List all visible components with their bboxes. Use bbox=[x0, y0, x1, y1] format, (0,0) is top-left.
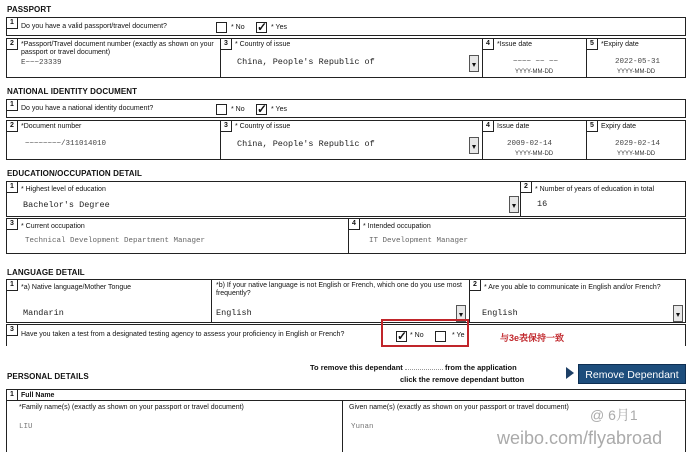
current-occupation-label: * Current occupation bbox=[21, 223, 85, 230]
given-name-label: Given name(s) (exactly as shown on your passport or travel document) bbox=[349, 404, 569, 411]
passport-country-select[interactable]: China, People's Republic of bbox=[237, 57, 375, 67]
national-id-row-1 bbox=[6, 99, 686, 118]
frequent-language-label: *b) If your native language is not English or French, which one do you use most frequently? bbox=[216, 282, 462, 297]
education-years-input[interactable]: 16 bbox=[537, 199, 548, 209]
annotation-highlight-box bbox=[381, 319, 469, 347]
passport-number-label: *Passport/Travel document number (exactly as shown on your passport or travel document) bbox=[21, 41, 214, 56]
field-number: 1 bbox=[7, 100, 18, 111]
passport-issue-input[interactable]: ~~~~ ~~ ~~ bbox=[513, 58, 559, 66]
passport-row-1 bbox=[6, 17, 686, 36]
passport-row-2 bbox=[6, 38, 686, 78]
national-id-country-label: * Country of issue bbox=[235, 123, 291, 130]
passport-section-title: PASSPORT bbox=[7, 5, 52, 14]
native-language-select[interactable]: Mandarin bbox=[23, 308, 64, 318]
education-level-dropdown-icon[interactable] bbox=[509, 196, 519, 213]
language-test-no-label: * No bbox=[410, 332, 424, 339]
field-number: 2 bbox=[7, 121, 18, 132]
communicate-label: * Are you able to communicate in English and/or French? bbox=[484, 284, 661, 291]
national-id-country-select[interactable]: China, People's Republic of bbox=[237, 139, 375, 149]
passport-country-label: * Country of issue bbox=[235, 41, 291, 48]
national-id-question: Do you have a national identity document? bbox=[21, 105, 154, 112]
watermark-bottom: weibo.com/flyabroad bbox=[497, 428, 663, 448]
given-name-input[interactable]: Yunan bbox=[351, 423, 374, 431]
intended-occupation-label: * Intended occupation bbox=[363, 223, 431, 230]
document-number-label: *Document number bbox=[21, 123, 82, 130]
field-number: 5 bbox=[587, 121, 598, 132]
watermark-top: @ 6月1 bbox=[590, 407, 638, 423]
national-id-no-label: * No bbox=[231, 106, 245, 113]
field-number: 2 bbox=[7, 39, 18, 50]
field-number: 2 bbox=[521, 182, 532, 193]
field-number: 3 bbox=[221, 121, 232, 132]
language-test-yes-label: * Ye bbox=[452, 332, 465, 339]
passport-no-checkbox[interactable] bbox=[216, 22, 227, 33]
passport-expiry-input[interactable]: 2022-05-31 bbox=[615, 58, 661, 66]
field-number: 2 bbox=[470, 280, 481, 291]
education-years-label: * Number of years of education in total bbox=[535, 186, 655, 193]
remove-note-line-1 bbox=[310, 362, 560, 374]
date-format-hint: YYYY-MM-DD bbox=[617, 69, 656, 75]
field-number: 3 bbox=[221, 39, 232, 50]
field-number: 1 bbox=[7, 182, 18, 193]
national-id-yes-checkbox[interactable] bbox=[256, 104, 267, 115]
family-name-input[interactable]: LIU bbox=[19, 423, 33, 431]
language-row-1 bbox=[6, 279, 686, 323]
passport-question: Do you have a valid passport/travel document? bbox=[21, 23, 167, 30]
field-number: 5 bbox=[587, 39, 598, 50]
national-id-section-title: NATIONAL IDENTITY DOCUMENT bbox=[7, 87, 138, 96]
communicate-dropdown-icon[interactable] bbox=[673, 305, 683, 322]
education-section-title: EDUCATION/OCCUPATION DETAIL bbox=[7, 169, 142, 178]
field-number: 1 bbox=[7, 390, 18, 401]
education-row-1 bbox=[6, 181, 686, 217]
field-number: 4 bbox=[483, 121, 494, 132]
remove-note-text-1: To remove this dependant bbox=[310, 363, 403, 372]
family-name-label: *Family name(s) (exactly as shown on your passport or travel document) bbox=[19, 404, 244, 411]
passport-yes-label: * Yes bbox=[271, 24, 287, 31]
frequent-language-select[interactable]: English bbox=[216, 308, 252, 318]
language-row-2 bbox=[6, 324, 686, 346]
passport-yes-checkbox[interactable] bbox=[256, 22, 267, 33]
passport-country-dropdown-icon[interactable] bbox=[469, 55, 479, 72]
language-section-title: LANGUAGE DETAIL bbox=[7, 268, 85, 277]
document-number-input[interactable]: ~~~~~~~~/311014010 bbox=[25, 140, 107, 148]
remove-note-text-1b: from the application bbox=[444, 363, 517, 372]
education-level-select[interactable]: Bachelor's Degree bbox=[23, 200, 110, 210]
date-format-hint: YYYY-MM-DD bbox=[515, 69, 554, 75]
national-id-yes-label: * Yes bbox=[271, 106, 287, 113]
remove-note-redacted bbox=[405, 369, 443, 370]
passport-number-input[interactable]: E~~~23339 bbox=[21, 59, 62, 67]
language-test-question: Have you taken a test from a designated testing agency to assess your proficiency in English or French? bbox=[21, 331, 345, 338]
field-number: 3 bbox=[7, 219, 18, 230]
national-id-expiry-input[interactable]: 2029-02-14 bbox=[615, 140, 661, 148]
full-name-label: Full Name bbox=[21, 392, 55, 399]
communicate-select[interactable]: English bbox=[482, 308, 518, 318]
personal-section-title: PERSONAL DETAILS bbox=[7, 372, 89, 381]
remove-dependant-button[interactable]: Remove Dependant bbox=[578, 364, 686, 384]
intended-occupation-select[interactable]: IT Development Manager bbox=[369, 237, 469, 245]
date-format-hint: YYYY-MM-DD bbox=[617, 151, 656, 157]
date-format-hint: YYYY-MM-DD bbox=[515, 151, 554, 157]
passport-no-label: * No bbox=[231, 24, 245, 31]
national-id-country-dropdown-icon[interactable] bbox=[469, 137, 479, 154]
passport-issue-label: *Issue date bbox=[497, 41, 533, 48]
national-id-row-2 bbox=[6, 120, 686, 160]
passport-expiry-label: *Expiry date bbox=[601, 41, 639, 48]
field-number: 1 bbox=[7, 280, 18, 291]
field-number: 4 bbox=[349, 219, 360, 230]
education-level-label: * Highest level of education bbox=[21, 186, 106, 193]
national-id-expiry-label: Expiry date bbox=[601, 123, 637, 130]
education-row-2 bbox=[6, 218, 686, 254]
national-id-no-checkbox[interactable] bbox=[216, 104, 227, 115]
national-id-issue-input[interactable]: 2009-02-14 bbox=[507, 140, 553, 148]
field-number: 4 bbox=[483, 39, 494, 50]
remove-note-line-2: click the remove dependant button bbox=[400, 375, 525, 384]
field-number: 3 bbox=[7, 325, 18, 336]
native-language-label: *a) Native language/Mother Tongue bbox=[21, 284, 132, 291]
current-occupation-select[interactable]: Technical Development Department Manager bbox=[25, 237, 206, 245]
national-id-issue-label: Issue date bbox=[497, 123, 530, 130]
annotation-text: 与3e表保持一致 bbox=[500, 333, 565, 343]
arrow-right-icon bbox=[566, 367, 574, 379]
field-number: 1 bbox=[7, 18, 18, 29]
